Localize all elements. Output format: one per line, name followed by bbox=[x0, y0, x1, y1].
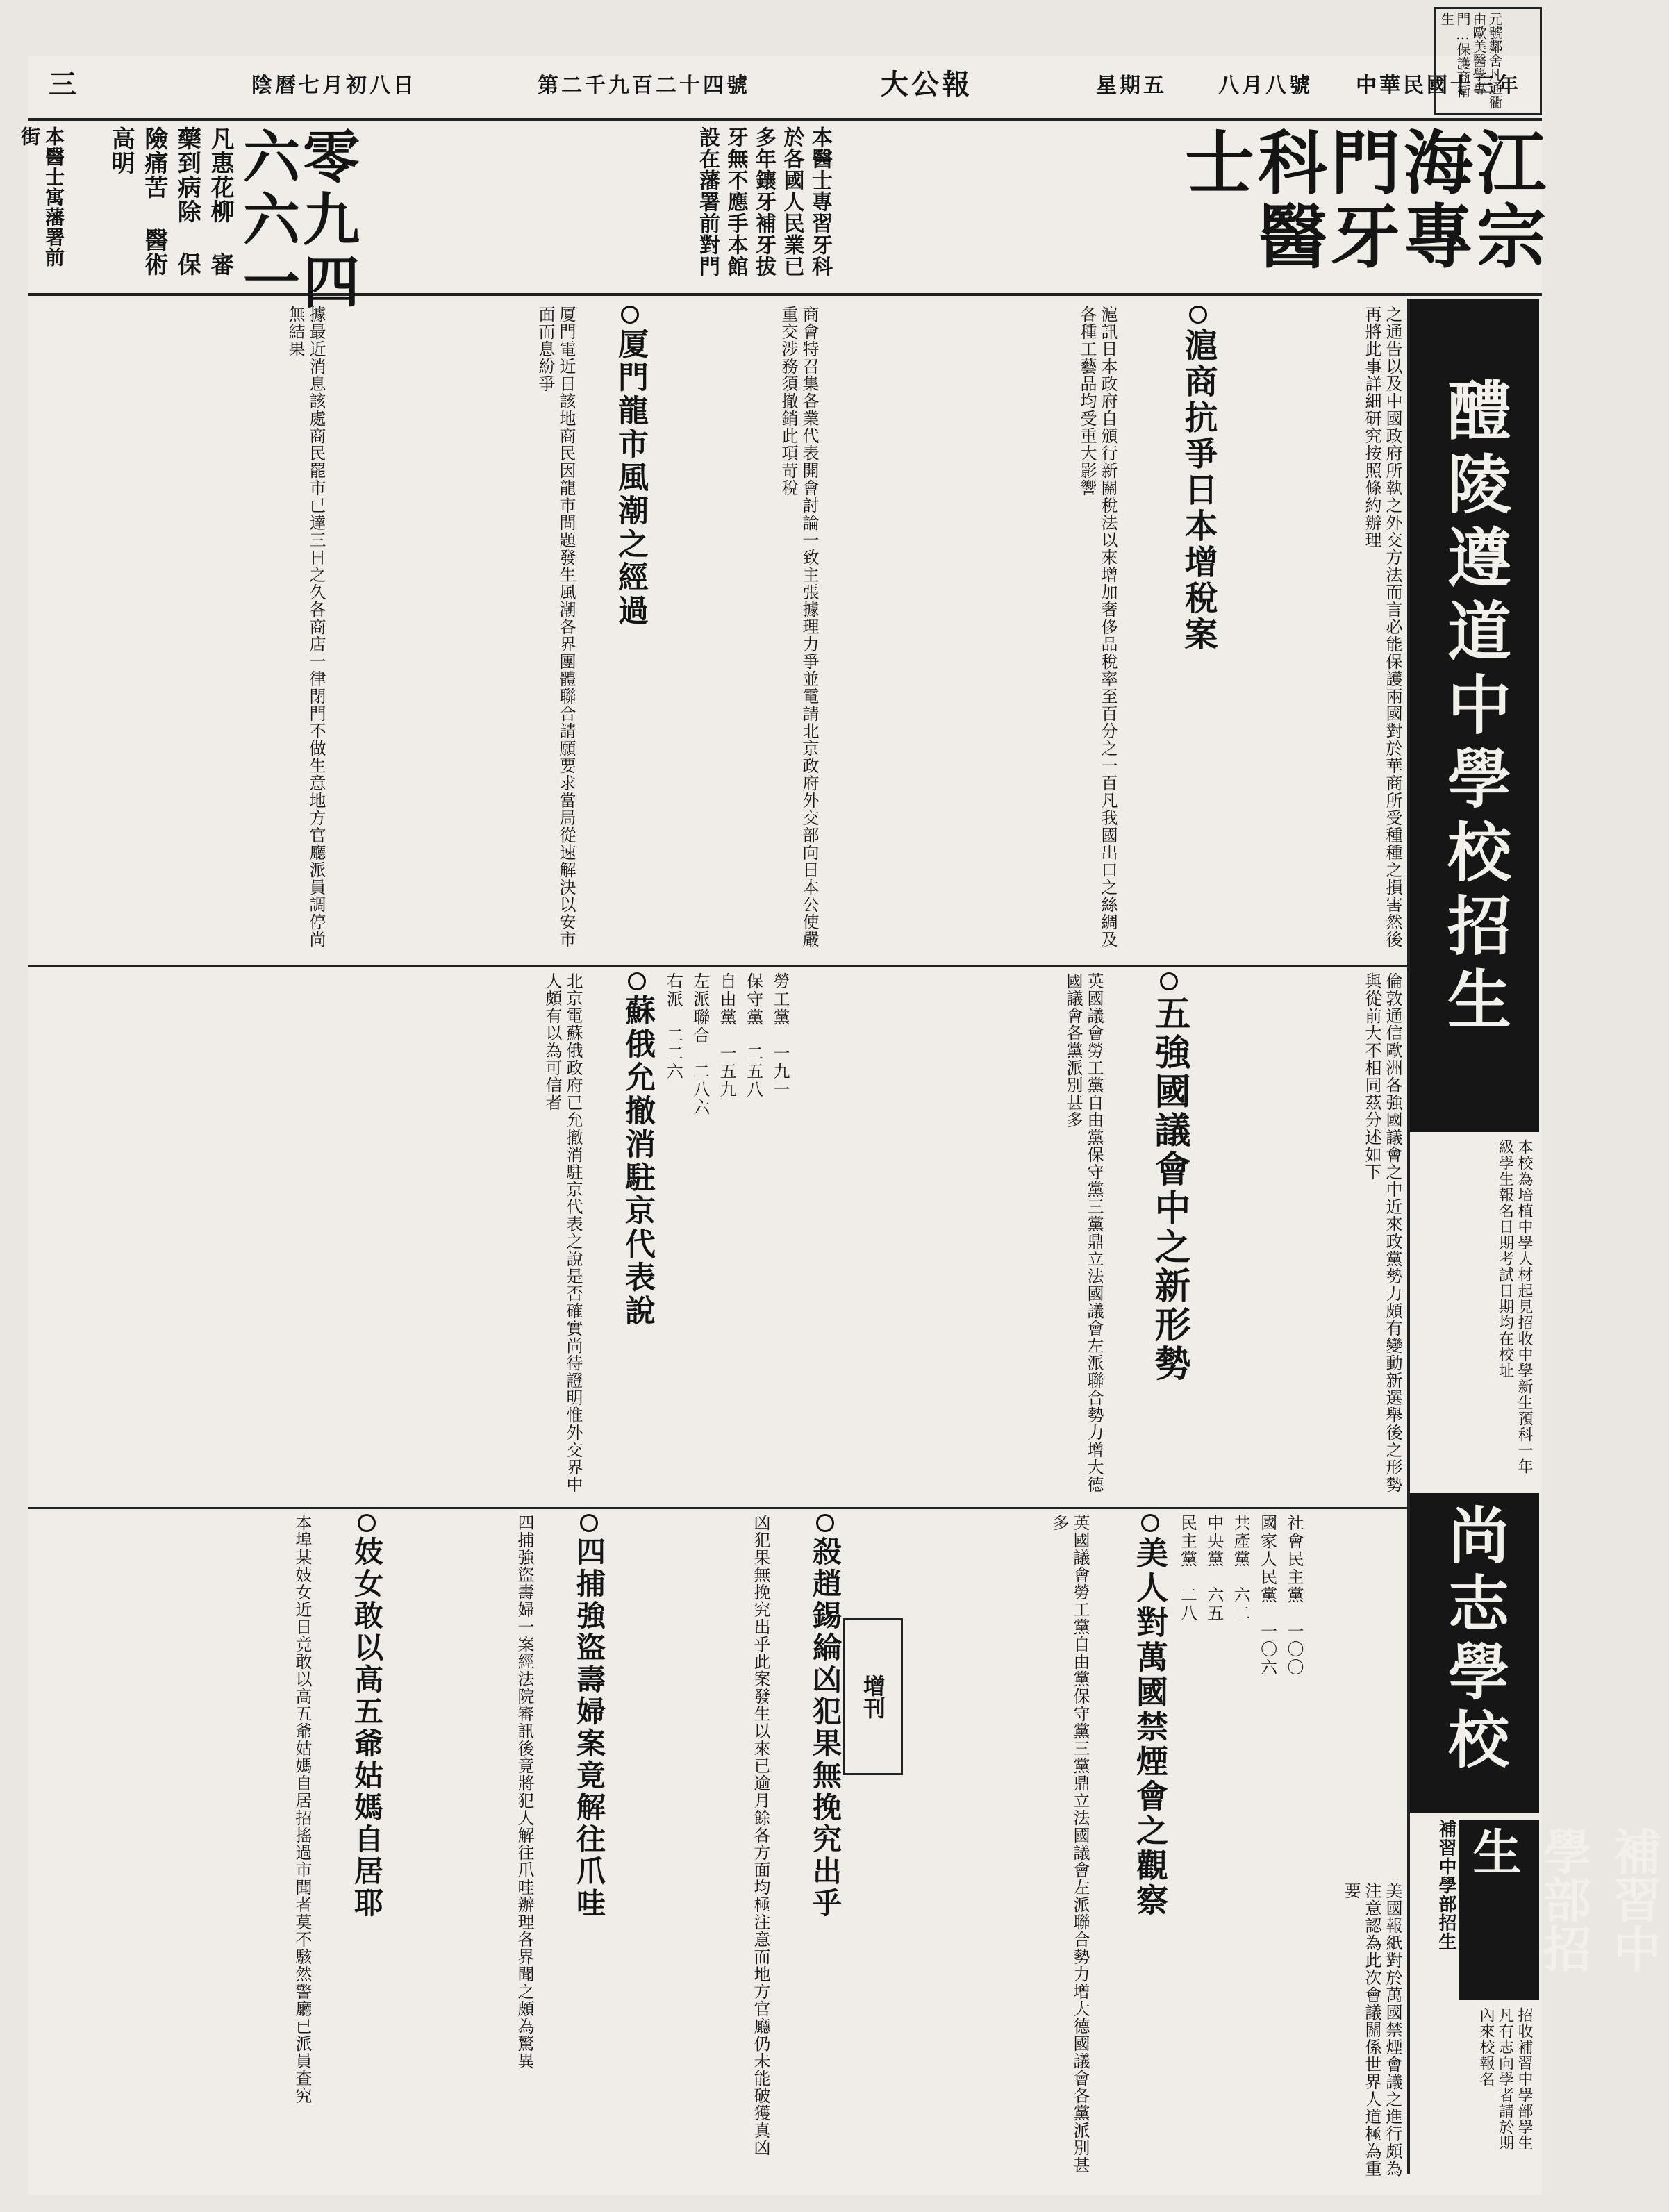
dental-ad-body: 本醫士專習牙科於各國人民業已多年鑲牙補牙拔牙無不應手本館設在藩署前對門 bbox=[695, 126, 832, 277]
party-seat-table-2 bbox=[1174, 1514, 1403, 1875]
party-row: 共產黨 六二 bbox=[1231, 1514, 1251, 1622]
party-row: 社會民主黨 一〇〇 bbox=[1284, 1514, 1304, 1677]
divider bbox=[28, 965, 1410, 967]
article-col: 本埠某妓女近日竟敢以高五爺姑媽自居招搖過市聞者莫不駭然警廳已派員查究 bbox=[292, 1514, 312, 2104]
bullet-ring-icon bbox=[358, 1514, 376, 1532]
article-col: 厦門電近日該地商民因龍市問題發生風潮各界團體聯合請願要求當局從速解決以安市面而息紛爭 bbox=[535, 306, 576, 948]
article-col: 商會特召集各業代表開會討論一致主張據理力爭並電請北京政府外交部向日本公使嚴重交涉務須撤銷此項苛稅 bbox=[779, 306, 819, 948]
headline-6: 殺趙錫綸凶犯果無挽究出乎 bbox=[778, 1514, 840, 2188]
school-2-body: 招收補習中學部學生凡有志向學者請於期內來校報名 bbox=[1477, 2007, 1533, 2151]
party-row: 國家人民黨 一〇六 bbox=[1257, 1514, 1277, 1677]
party-row: 自由黨 一五九 bbox=[717, 972, 737, 1099]
article-col: 凶犯果無挽究出乎此案發生以來已逾月餘各方面均極注意而地方官廳仍未能破獲真凶 bbox=[751, 1514, 770, 2156]
article-col: 據最近消息該處商民罷市已達三日之久各商店一律閉門不做生意地方官廳派員調停尚無結果 bbox=[285, 306, 326, 948]
headline-5: 美人對萬國禁煙會之觀察 bbox=[1097, 1514, 1167, 2188]
dental-phone bbox=[243, 124, 382, 317]
right-ad-column bbox=[1407, 299, 1663, 2174]
article-col: 北京電蘇俄政府已允撤消駐京代表之說是否確實尚待證明惟外交界中人頗有以為可信者 bbox=[542, 972, 583, 1493]
bullet-ring-icon bbox=[621, 306, 639, 324]
headline-2: 厦門龍市風潮之經過 bbox=[583, 306, 646, 958]
issue-number: 第二千九百二十四號 bbox=[538, 74, 750, 98]
bullet-ring-icon bbox=[580, 1514, 598, 1532]
article-col: 美國報紙對於萬國禁煙會議之進行頗為注意認為此次會議關係世界人道極為重要 bbox=[1341, 1882, 1402, 2177]
dental-ad-title: 江宗海專門牙科醫士 bbox=[1173, 126, 1547, 274]
date-month: 八月八號 bbox=[1218, 74, 1313, 98]
article-col: 滬訊日本政府自頒行新關稅法以來增加奢侈品稅率至百分之一百凡我國出口之絲綢及各種工藝品均受重大影響 bbox=[1077, 306, 1118, 948]
weekday: 星期五 bbox=[1096, 74, 1167, 98]
dental-ad bbox=[917, 126, 1547, 286]
school-ad-1 bbox=[1410, 299, 1539, 1132]
article-col: 倫敦通信歐洲各強國議會之中近來政黨勢力頗有變動新選舉後之形勢與從前大不相同茲分述如下 bbox=[1362, 972, 1402, 1493]
divider bbox=[28, 1507, 1410, 1509]
party-row: 保守黨 二五八 bbox=[743, 972, 763, 1099]
article-col: 四捕強盜壽婦一案經法院審訊後竟將犯人解往爪哇辦理各界聞之頗為驚異 bbox=[515, 1514, 534, 2070]
article-col: 英國議會勞工黨自由黨保守黨三黨鼎立法國議會左派聯合勢力增大德國議會各黨派別甚多 bbox=[1049, 1514, 1090, 2174]
party-row: 右派 二二六 bbox=[663, 972, 683, 1081]
date-roc: 中華民國十三年 bbox=[1356, 74, 1521, 98]
clinic-line: 醫術高明 bbox=[107, 126, 168, 276]
school-ad-2 bbox=[1410, 1493, 1539, 1813]
party-row: 左派聯合 二八六 bbox=[690, 972, 710, 1117]
clinic-line: 保險痛苦 bbox=[140, 126, 201, 276]
clinic-address: 本醫士寓藩署前街 bbox=[18, 126, 65, 267]
paper-name: 大公報 bbox=[881, 68, 972, 101]
bullet-ring-icon bbox=[816, 1514, 834, 1532]
party-row: 民主黨 二八 bbox=[1177, 1514, 1197, 1622]
headline-3: 五強國議會中之新形勢 bbox=[1111, 972, 1188, 1500]
masthead bbox=[28, 56, 1542, 121]
school-1-name: 醴陵遵道中學校招生 bbox=[1437, 377, 1512, 1040]
notice-box bbox=[1434, 7, 1542, 115]
notice-text: 元號鄰舍凡通衢由歐美醫學專門…保護商衛生 bbox=[1438, 12, 1503, 109]
bullet-ring-icon bbox=[1141, 1514, 1159, 1532]
headline-1: 滬商抗爭日本增稅案 bbox=[1125, 306, 1215, 958]
headline-4: 蘇俄允撤消駐京代表說 bbox=[590, 972, 653, 1500]
bullet-ring-icon bbox=[628, 972, 646, 990]
school-2-name: 尚志學校 bbox=[1438, 1504, 1511, 1776]
school-1-body: 本校為培植中學人材起見招收中學新生預科一年級學生報名日期考試日期均在校址 bbox=[1496, 1139, 1533, 1474]
bullet-ring-icon bbox=[1189, 306, 1207, 324]
party-table-body bbox=[660, 972, 793, 1486]
party-row: 中央黨 六五 bbox=[1204, 1514, 1224, 1622]
headline-8: 妓女敢以高五爺姑媽自居耶 bbox=[319, 1514, 382, 2188]
party-row: 勞工黨 一九一 bbox=[770, 972, 790, 1099]
school-2-sub: 補習中學部招生 bbox=[1436, 1820, 1456, 1951]
clinic-line: 凡惠花柳 bbox=[206, 126, 234, 224]
article-col: 英國議會勞工黨自由黨保守黨三黨鼎立法國議會左派聯合勢力增大德國議會各黨派別甚多 bbox=[1063, 972, 1104, 1493]
clinic-ad-lines bbox=[69, 126, 236, 283]
article-col: 之通告以及中國政府所執之外交方法而言必能保護兩國對於華商所受種種之損害然後再將此事詳細研究按照條約辦理 bbox=[1362, 306, 1402, 948]
page-number: 三 bbox=[49, 68, 79, 101]
party-table-body bbox=[1174, 1514, 1307, 1861]
newspaper-page bbox=[18, 12, 1663, 2195]
bullet-ring-icon bbox=[1160, 972, 1178, 990]
headline-7: 四捕強盜壽婦案竟解往爪哇 bbox=[542, 1514, 604, 2188]
party-seat-table bbox=[660, 972, 889, 1500]
clinic-line: 審藥到病除 bbox=[173, 126, 234, 276]
supplement-box: 增刊 bbox=[843, 1618, 903, 1775]
recruit-label: 補習中學部招生 bbox=[1465, 1827, 1663, 1972]
top-ad-band bbox=[18, 119, 1547, 317]
phone-number: 六零六九一四 bbox=[243, 124, 363, 317]
recruit-panel bbox=[1459, 1820, 1663, 2000]
lunar-date: 陰曆七月初八日 bbox=[251, 74, 417, 98]
